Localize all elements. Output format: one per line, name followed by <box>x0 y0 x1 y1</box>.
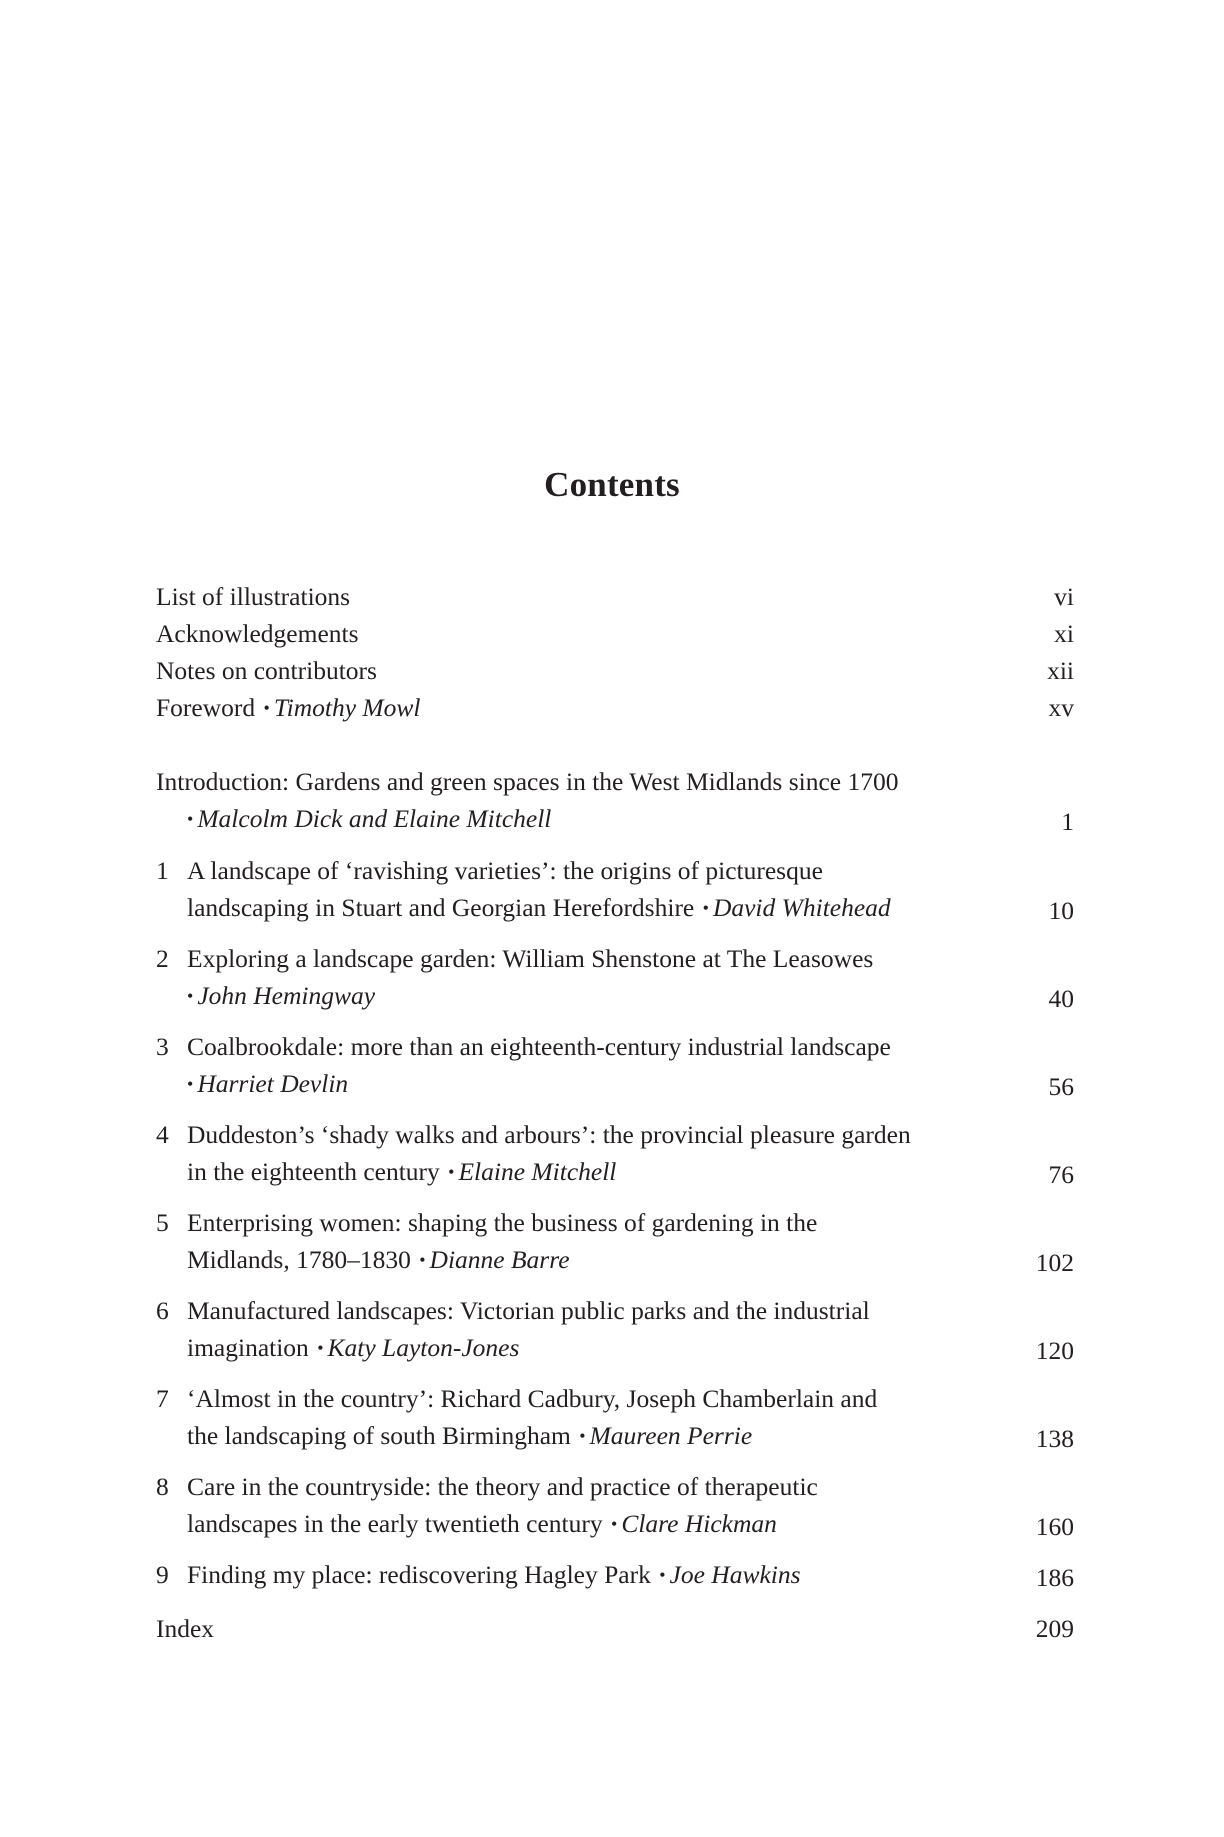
entry-title-line <box>187 1292 1002 1329</box>
toc-entry-chapter-9[interactable] <box>156 1556 1074 1596</box>
entry-label: Acknowledgements <box>156 619 359 648</box>
chapter-number: 7 <box>156 1384 169 1413</box>
toc-entry-contributors[interactable] <box>156 652 1074 689</box>
entry-page: xv <box>1048 693 1074 722</box>
bullet-separator: • <box>579 1426 586 1446</box>
entry-author: John Hemingway <box>197 981 376 1010</box>
entry-body <box>187 852 1074 929</box>
chapter-number: 6 <box>156 1296 169 1325</box>
entry-title-continued: landscapes in the early twentieth century <box>187 1509 603 1538</box>
entry-page: xii <box>1047 656 1074 685</box>
toc-entry-index[interactable] <box>156 1610 1074 1647</box>
entry-author-line <box>156 800 1074 840</box>
introduction-entry-wrapper <box>156 763 1074 851</box>
entry-title: Enterprising women: shaping the business of gardening in the <box>187 1208 818 1237</box>
toc-entry-chapter-1[interactable] <box>156 852 1074 929</box>
entry-title-line <box>187 940 1002 977</box>
toc-entry-illustrations[interactable] <box>156 578 1074 615</box>
chapter-list <box>156 852 1074 1607</box>
entry-page: 138 <box>1035 1424 1074 1453</box>
entry-label: Index <box>156 1614 215 1643</box>
entry-body <box>187 1028 1074 1105</box>
entry-body <box>187 1380 1074 1457</box>
entry-second-line <box>187 977 1002 1017</box>
entry-author: David Whitehead <box>712 893 891 922</box>
entry-title: Care in the countryside: the theory and practice of therapeutic <box>187 1472 818 1501</box>
toc-entry-chapter-3[interactable] <box>156 1028 1074 1105</box>
bullet-separator: • <box>187 809 194 829</box>
toc-entry-chapter-8[interactable] <box>156 1468 1074 1545</box>
entry-page: 40 <box>1048 984 1074 1013</box>
toc-entry-chapter-6[interactable] <box>156 1292 1074 1369</box>
toc-entry-chapter-7[interactable] <box>156 1380 1074 1457</box>
entry-label-group <box>156 689 420 726</box>
entry-author: Katy Layton-Jones <box>327 1333 520 1362</box>
entry-title-line <box>187 1204 1002 1241</box>
entry-page: xi <box>1054 619 1074 648</box>
entry-page: 160 <box>1035 1512 1074 1541</box>
entry-body <box>187 1116 1074 1193</box>
chapter-number: 9 <box>156 1560 169 1589</box>
entry-title-line <box>187 852 1002 889</box>
bullet-separator: • <box>702 898 709 918</box>
entry-body <box>187 1468 1074 1545</box>
entry-title-continued: the landscaping of south Birmingham <box>187 1421 571 1450</box>
entry-title-line <box>187 1468 1002 1505</box>
entry-page: vi <box>1054 582 1074 611</box>
entry-title-continued: Midlands, 1780–1830 <box>187 1245 411 1274</box>
entry-body <box>156 763 1074 840</box>
entry-title-line <box>187 1116 1002 1153</box>
entry-label: Foreword <box>156 693 256 722</box>
entry-label: Notes on contributors <box>156 656 377 685</box>
entry-second-line <box>187 889 1002 929</box>
entry-label: List of illustrations <box>156 582 351 611</box>
entry-title-line <box>187 1380 1002 1417</box>
entry-body <box>187 1204 1074 1281</box>
bullet-separator: • <box>659 1565 666 1585</box>
entry-title: Duddeston’s ‘shady walks and arbours’: the provincial pleasure garden <box>187 1120 911 1149</box>
entry-title-continued: in the eighteenth century <box>187 1157 440 1186</box>
entry-title-continued: imagination <box>187 1333 309 1362</box>
chapter-number: 4 <box>156 1120 169 1149</box>
entry-author: Malcolm Dick and Elaine Mitchell <box>197 804 552 833</box>
chapter-number: 2 <box>156 944 169 973</box>
bullet-separator: • <box>448 1162 455 1182</box>
entry-title-line <box>187 1028 1002 1065</box>
entry-second-line <box>187 1153 1002 1193</box>
bullet-separator: • <box>187 1074 194 1094</box>
entry-page: 120 <box>1035 1336 1074 1365</box>
entry-second-line <box>187 1065 1002 1105</box>
entry-body <box>187 1292 1074 1369</box>
chapter-number: 3 <box>156 1032 169 1061</box>
entry-second-line <box>187 1241 1002 1281</box>
entry-page: 102 <box>1035 1248 1074 1277</box>
entry-page: 209 <box>1035 1614 1074 1643</box>
entry-title: A landscape of ‘ravishing varieties’: the origins of picturesque <box>187 856 823 885</box>
entry-page: 186 <box>1035 1563 1074 1592</box>
entry-second-line <box>187 1417 1002 1457</box>
entry-author: Timothy Mowl <box>273 693 421 722</box>
entry-author: Joe Hawkins <box>669 1560 801 1589</box>
entry-second-line <box>187 1329 1002 1369</box>
entry-title: Coalbrookdale: more than an eighteenth-century industrial landscape <box>187 1032 891 1061</box>
entry-title: Exploring a landscape garden: William Shenstone at The Leasowes <box>187 944 874 973</box>
entry-author: Harriet Devlin <box>197 1069 349 1098</box>
entry-body <box>187 1556 1074 1596</box>
entry-page: 1 <box>1061 807 1074 836</box>
bullet-separator: • <box>263 698 270 718</box>
entry-title: Finding my place: rediscovering Hagley Park <box>187 1560 651 1589</box>
entry-title: Manufactured landscapes: Victorian public parks and the industrial <box>187 1296 870 1325</box>
chapter-number: 1 <box>156 856 169 885</box>
toc-entry-chapter-4[interactable] <box>156 1116 1074 1193</box>
entry-title: Introduction: Gardens and green spaces in the West Midlands since 1700 <box>156 767 899 796</box>
bullet-separator: • <box>187 986 194 1006</box>
entry-body <box>187 940 1074 1017</box>
entry-title: ‘Almost in the country’: Richard Cadbury, Joseph Chamberlain and <box>187 1384 878 1413</box>
entry-title-continued: landscaping in Stuart and Georgian Herefordshire <box>187 893 695 922</box>
toc-entry-chapter-2[interactable] <box>156 940 1074 1017</box>
entry-page: 76 <box>1048 1160 1074 1189</box>
entry-author: Dianne Barre <box>429 1245 570 1274</box>
bullet-separator: • <box>419 1250 426 1270</box>
chapter-number: 8 <box>156 1472 169 1501</box>
toc-entry-foreword[interactable] <box>156 689 1074 726</box>
index-entry-wrapper <box>156 1610 1074 1647</box>
bullet-separator: • <box>317 1338 324 1358</box>
entry-title-line <box>187 1556 1002 1596</box>
toc-entry-introduction[interactable] <box>156 763 1074 840</box>
toc-entry-chapter-5[interactable] <box>156 1204 1074 1281</box>
entry-author: Clare Hickman <box>621 1509 777 1538</box>
chapter-number: 5 <box>156 1208 169 1237</box>
front-matter-list <box>156 578 1074 726</box>
bullet-separator: • <box>611 1514 618 1534</box>
entry-page: 10 <box>1048 896 1074 925</box>
toc-entry-acknowledgements[interactable] <box>156 615 1074 652</box>
entry-author: Maureen Perrie <box>589 1421 753 1450</box>
entry-second-line <box>187 1505 1002 1545</box>
entry-page: 56 <box>1048 1072 1074 1101</box>
entry-author: Elaine Mitchell <box>458 1157 617 1186</box>
page-title: Contents <box>544 465 680 504</box>
